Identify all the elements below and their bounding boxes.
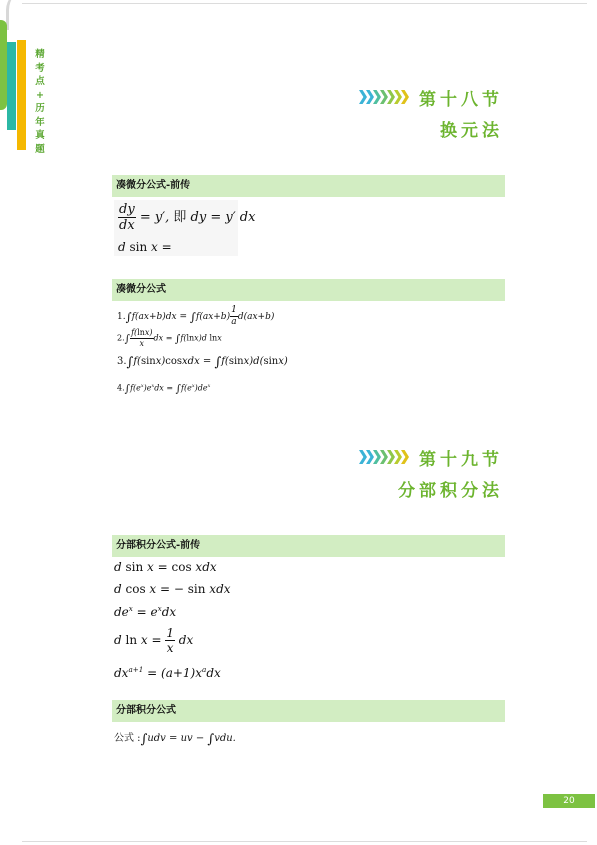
chevron-icon xyxy=(394,450,402,464)
formula-bar-heading: 分部积分公式 xyxy=(112,700,505,722)
edge-strip-teal xyxy=(7,42,16,130)
section-18-heading xyxy=(360,84,503,142)
bottom-border-line xyxy=(22,841,587,842)
formula-line: 3.∫f(sinx)cosxdx = ∫f(sinx)d(sinx) xyxy=(117,355,288,370)
formula-line: d sin x = xyxy=(118,240,172,254)
side-label: 精 考 点 + 历 年 真 题 xyxy=(35,49,45,155)
formula-line: $de^x = e^xdx$ xyxy=(114,604,177,619)
chevron-icon xyxy=(380,90,388,104)
chevron-icon xyxy=(359,90,367,104)
formula-bar-heading: 分部积分公式-前传 xyxy=(112,535,505,557)
edge-strip-green xyxy=(0,20,7,110)
top-border-line xyxy=(22,3,587,4)
formula-line: d sin x = cos xdx xyxy=(114,560,217,574)
formula-line: $\frac{dy}{dx}$ = y′, 即 dy = y′ dx xyxy=(119,202,256,233)
formula-line: $4.\int f(e^x)e^xdx = \int f(e^x)de^x$ xyxy=(117,383,211,395)
top-arc-decoration xyxy=(6,0,46,30)
chevron-icon xyxy=(387,450,395,464)
chevron-icon xyxy=(366,450,374,464)
chevron-icon xyxy=(373,450,381,464)
chevron-icon xyxy=(380,450,388,464)
page-number: 20 xyxy=(543,794,595,808)
chevron-icon xyxy=(366,90,374,104)
chevron-arrows-icon xyxy=(360,90,409,104)
edge-strip-yellow xyxy=(17,40,26,150)
chevron-arrows-icon xyxy=(360,450,409,464)
chevron-icon xyxy=(401,450,409,464)
chevron-icon xyxy=(401,90,409,104)
section-title: 第十八节 xyxy=(419,89,503,110)
chevron-icon xyxy=(359,450,367,464)
formula-line: d cos x = − sin xdx xyxy=(114,582,231,596)
chevron-icon xyxy=(373,90,381,104)
formula-bar-heading: 凑微分公式-前传 xyxy=(112,175,505,197)
formula-line: 1.∫f(ax+b)dx = ∫f(ax+b) $\frac{1}{a}$ d(ax+b) xyxy=(117,305,275,327)
formula-line: 公式 :∫udv = uv − ∫vdu. xyxy=(114,731,236,747)
section-19-heading xyxy=(360,444,503,502)
chevron-icon xyxy=(387,90,395,104)
chevron-icon xyxy=(394,90,402,104)
section-title: 第十九节 xyxy=(419,449,503,470)
formula-line: $dx^{a+1} = (a+1)x^adx$ xyxy=(114,665,221,680)
section-subtitle: 换元法 xyxy=(440,121,503,141)
formula-line: 2.∫ $\frac{f(\ln x)}{x}$ dx = ∫f(lnx)d lnx xyxy=(117,328,222,348)
section-subtitle: 分部积分法 xyxy=(398,481,503,501)
formula-line: d ln x = $\frac{1}{x}$ dx xyxy=(114,626,194,655)
formula-bar-heading: 凑微分公式 xyxy=(112,279,505,301)
